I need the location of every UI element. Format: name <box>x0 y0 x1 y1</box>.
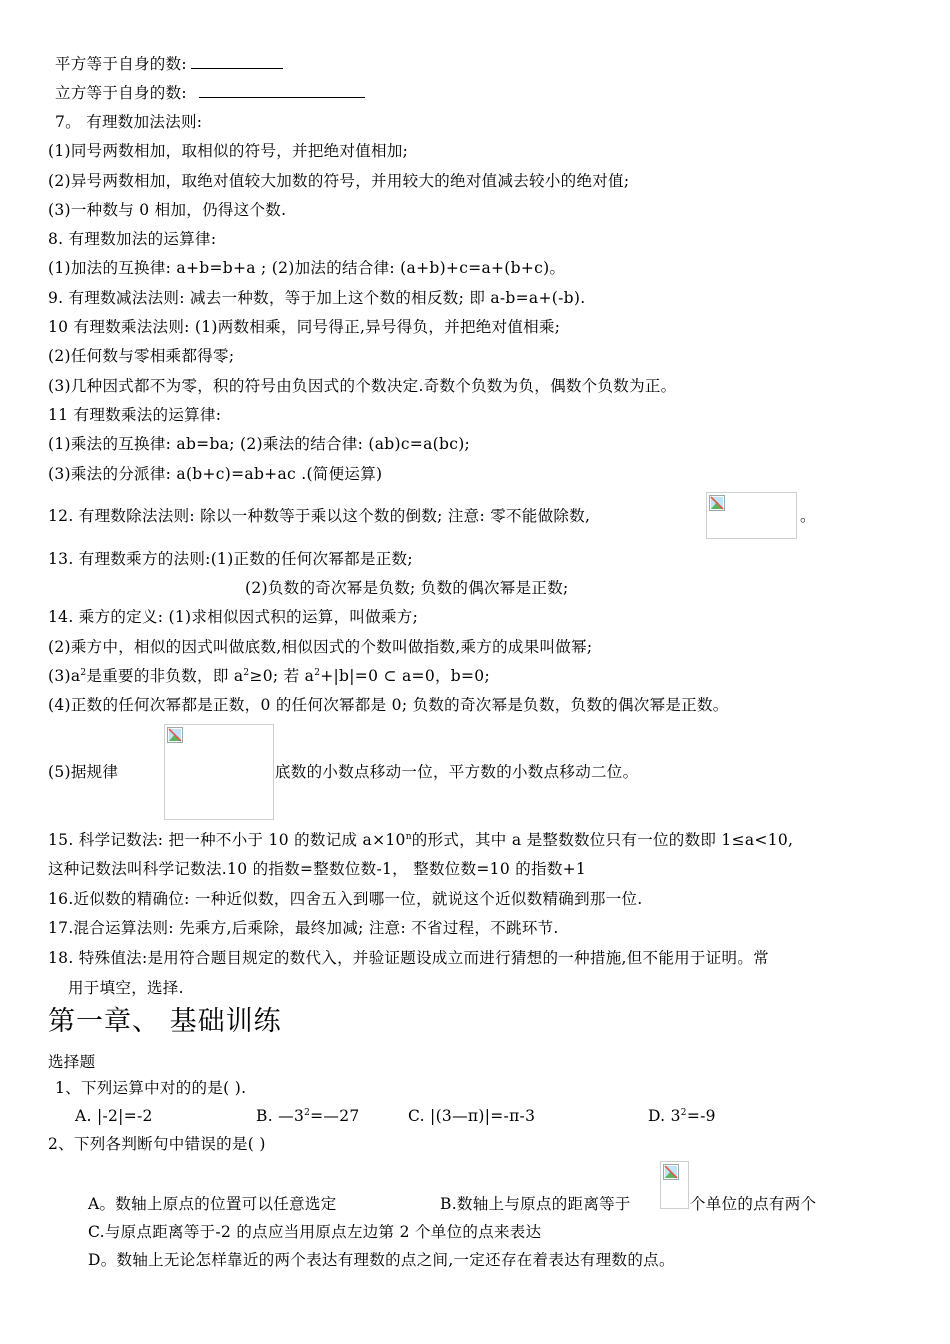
broken-image-icon <box>709 495 725 511</box>
question-2: 2、下列各判断句中错误的是( ) <box>48 1135 266 1153</box>
rule-11-item-1: (1)乘法的互换律: ab=ba; (2)乘法的结合律: (ab)c=a(bc); <box>48 435 471 453</box>
rule-13-title: 13. 有理数乘方的法则:(1)正数的任何次幂都是正数; <box>48 550 413 568</box>
rule-14-title: 14. 乘方的定义: (1)求相似因式积的运算，叫做乘方; <box>48 608 419 626</box>
rule-11-title: 11 有理数乘法的运算律: <box>48 406 222 424</box>
rule-14-item-2: (2)乘方中，相似的因式叫做底数,相似因式的个数叫做指数,乘方的成果叫做幂; <box>48 638 593 656</box>
rule-16: 16.近似数的精确位: 一种近似数，四舍五入到哪一位，就说这个近似数精确到那一位. <box>48 890 643 908</box>
rule-15-cont: 这种记数法叫科学记数法.10 的指数=整数位数-1， 整数位数=10 的指数+1 <box>48 860 587 878</box>
rule-11-item-3: (3)乘法的分派律: a(b+c)=ab+ac .(简便运算) <box>48 465 383 483</box>
q2-option-b-post: 个单位的点有两个 <box>690 1195 817 1213</box>
question-1: 1、下列运算中对的的是( ). <box>55 1079 247 1097</box>
text: (3)a <box>48 667 81 685</box>
rule-14-item-3 <box>48 666 490 686</box>
q1-option-c: C. |(3—π)|=-π-3 <box>408 1107 536 1125</box>
superscript: 2 <box>243 667 250 678</box>
text: 平方等于自身的数: <box>55 55 187 73</box>
superscript: n <box>405 831 412 842</box>
missing-image <box>164 724 274 820</box>
text: ≥0; 若 a <box>249 667 315 685</box>
rule-7-item-1: (1)同号两数相加，取相似的符号，并把绝对值相加; <box>48 142 409 160</box>
text: =—27 <box>310 1107 360 1125</box>
answer-blank <box>199 83 365 98</box>
q2-option-c: C.与原点距离等于-2 的点应当用原点左边第 2 个单位的点来表达 <box>88 1223 542 1241</box>
rule-12-end: 。 <box>800 507 816 525</box>
text: D. 3 <box>648 1107 681 1125</box>
q1-option-a: A. |-2|=-2 <box>75 1107 153 1125</box>
superscript: 2 <box>314 667 321 678</box>
rule-15 <box>48 830 793 850</box>
rule-14-item-4: (4)正数的任何次幂都是正数，0 的任何次幂都是 0; 负数的奇次幂是负数，负数的偶次幂是正数。 <box>48 696 729 714</box>
text: 15. 科学记数法: 把一种不小于 10 的数记成 a×10 <box>48 831 406 849</box>
rule-10-item-2: (2)任何数与零相乘都得零; <box>48 347 235 365</box>
text: B. —3 <box>256 1107 305 1125</box>
rule-18: 18. 特殊值法:是用符合题目规定的数代入，并验证题设成立而进行猜想的一种措施,但不能用于证明。常 <box>48 949 769 967</box>
rule-13-item-2: (2)负数的奇次幂是负数; 负数的偶次幂是正数; <box>245 579 569 597</box>
rule-14-item-5-text: 底数的小数点移动一位，平方数的小数点移动二位。 <box>275 763 639 781</box>
q1-option-b <box>256 1106 360 1126</box>
q2-option-a: A。数轴上原点的位置可以任意选定 <box>88 1195 337 1213</box>
text: 的形式，其中 a 是整数数位只有一位的数即 1≤a<10, <box>411 831 794 849</box>
rule-10-item-3: (3)几种因式都不为零，积的符号由负因式的个数决定.奇数个负数为负，偶数个负数为正。 <box>48 377 677 395</box>
broken-image-icon <box>663 1164 679 1180</box>
rule-7-title: 7。 有理数加法法则: <box>55 113 203 131</box>
superscript: 2 <box>680 1107 687 1118</box>
superscript: 2 <box>304 1107 311 1118</box>
rule-7-item-2: (2)异号两数相加，取绝对值较大加数的符号，并用较大的绝对值减去较小的绝对值; <box>48 172 630 190</box>
text: =-9 <box>686 1107 716 1125</box>
chapter-title: 第一章、 基础训练 <box>48 1006 282 1037</box>
missing-image <box>660 1161 689 1209</box>
rule-12: 12. 有理数除法法则: 除以一种数等于乘以这个数的倒数; 注意: 零不能做除数, <box>48 507 591 525</box>
text: +|b|=0 ⊂ a=0，b=0; <box>320 667 490 685</box>
text: 是重要的非负数，即 a <box>86 667 244 685</box>
answer-blank <box>191 54 283 69</box>
section-title: 选择题 <box>48 1053 96 1071</box>
rule-8-title: 8. 有理数加法的运算律: <box>48 230 217 248</box>
rule-7-item-3: (3)一种数与 0 相加，仍得这个数. <box>48 201 287 219</box>
q1-option-d <box>648 1106 716 1126</box>
missing-image <box>706 492 797 539</box>
rule-14-item-5-label: (5)据规律 <box>48 763 119 781</box>
line-cube-self <box>55 83 365 103</box>
line-square-self <box>55 54 283 74</box>
broken-image-icon <box>167 727 183 743</box>
q2-option-d: D。数轴上无论怎样靠近的两个表达有理数的点之间,一定还存在着表达有理数的点。 <box>88 1251 675 1269</box>
text: 立方等于自身的数: <box>55 84 187 102</box>
rule-8-item: (1)加法的互换律: a+b=b+a ; (2)加法的结合律: (a+b)+c=a+(b+c)。 <box>48 259 566 277</box>
superscript: 2 <box>80 667 87 678</box>
rule-18-cont: 用于填空，选择. <box>68 979 184 997</box>
rule-17: 17.混合运算法则: 先乘方,后乘除，最终加减; 注意: 不省过程，不跳环节. <box>48 919 559 937</box>
rule-9: 9. 有理数减法法则: 减去一种数，等于加上这个数的相反数; 即 a-b=a+(-b). <box>48 289 586 307</box>
q2-option-b-pre: B.数轴上与原点的距离等于 <box>440 1195 631 1213</box>
rule-10-title: 10 有理数乘法法则: (1)两数相乘，同号得正,异号得负，并把绝对值相乘; <box>48 318 561 336</box>
